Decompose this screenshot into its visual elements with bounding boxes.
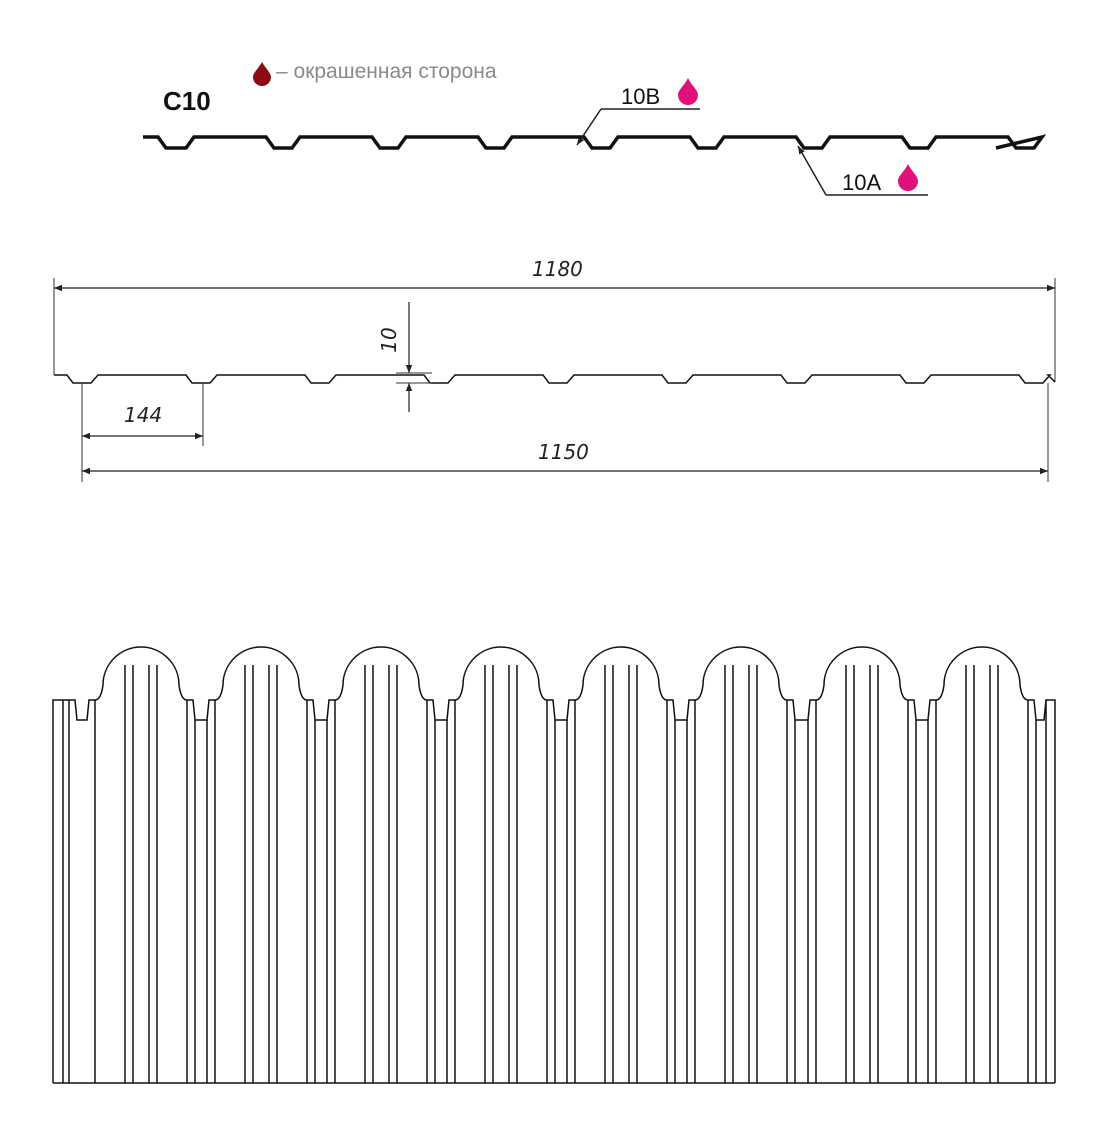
picket-top	[936, 647, 1028, 700]
profile-section	[54, 375, 1055, 383]
dimension-1150-label: 1150	[538, 440, 589, 464]
fence-right-edge	[1028, 700, 1055, 1083]
callout-10a-drop-icon	[898, 164, 918, 191]
callout-10a	[798, 146, 928, 195]
picket-top	[695, 647, 787, 700]
picket-top	[816, 647, 908, 700]
dimension-144-label: 144	[124, 403, 163, 427]
picket-top	[95, 647, 187, 700]
callout-10b-drop-icon	[678, 78, 698, 105]
picket-groove	[427, 700, 455, 720]
picket-groove	[908, 700, 936, 720]
model-title: C10	[163, 86, 211, 116]
picket-top	[215, 647, 307, 700]
callout-10b	[577, 78, 700, 145]
picket-groove	[307, 700, 335, 720]
picket-groove	[547, 700, 575, 720]
callout-10a-label: 10A	[842, 170, 882, 195]
fence-view	[53, 647, 1055, 1083]
picket-groove	[667, 700, 695, 720]
callout-10b-label: 10B	[621, 84, 661, 109]
picket-groove	[187, 700, 215, 720]
profile-small-section	[143, 137, 1042, 148]
picket-top	[455, 647, 547, 700]
dimension-height	[377, 302, 432, 412]
picket-groove	[69, 700, 95, 720]
dimension-1180-label: 1180	[532, 257, 583, 281]
legend-drop-icon	[253, 62, 271, 86]
picket-top	[335, 647, 427, 700]
dimension-10-label: 10	[377, 327, 401, 353]
legend-text: – окрашенная сторона	[276, 60, 497, 83]
fence-left-edge	[53, 700, 69, 1083]
picket-top	[575, 647, 667, 700]
picket-groove	[787, 700, 816, 720]
